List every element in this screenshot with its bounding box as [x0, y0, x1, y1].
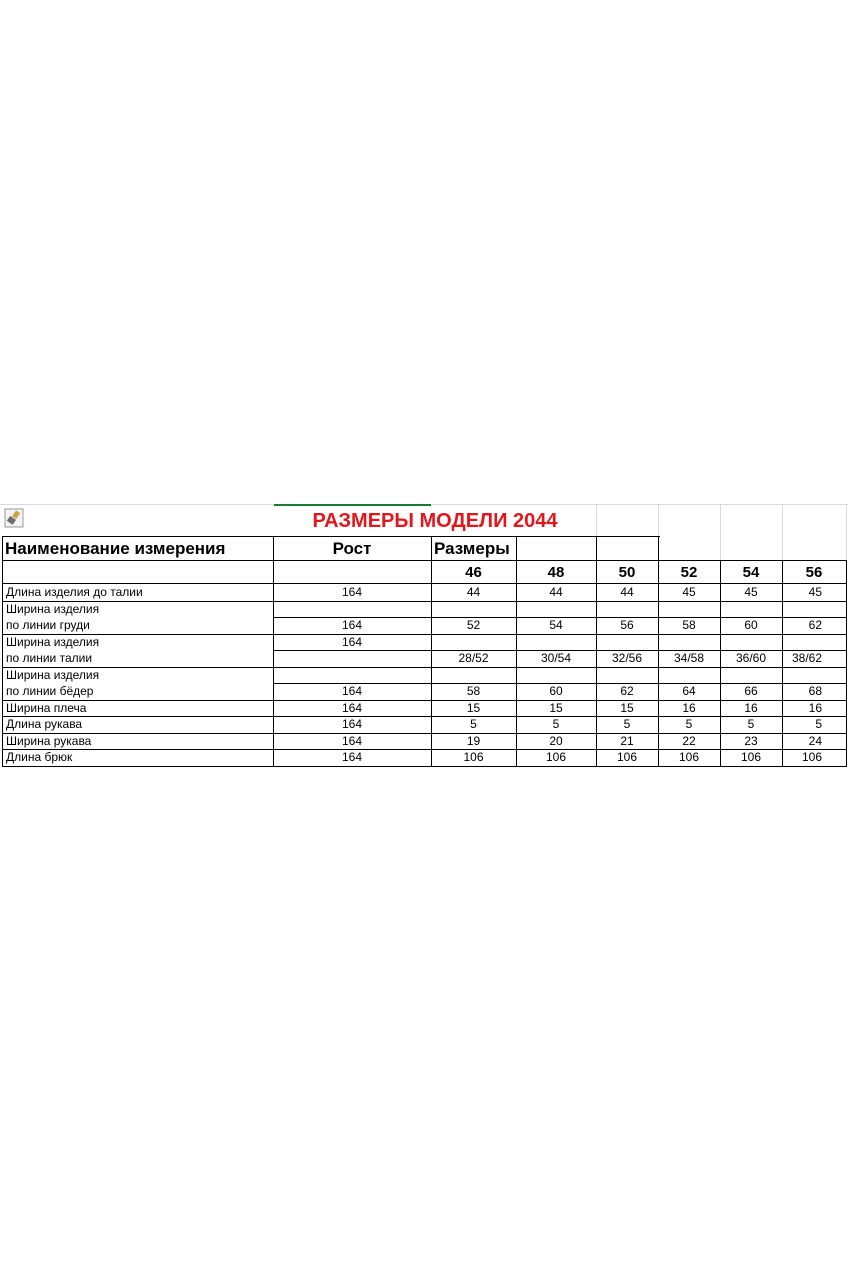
- size-value: 5: [552, 717, 560, 731]
- size-value: 60: [549, 684, 563, 698]
- row-label: Ширина изделия: [6, 601, 100, 616]
- row-height: 164: [341, 750, 363, 764]
- size-header: 52: [680, 564, 698, 581]
- size-value: 38/62: [791, 651, 822, 665]
- row-label: Ширина изделия: [6, 634, 100, 649]
- row-label: Ширина рукава: [6, 733, 92, 748]
- size-value: 106: [801, 750, 822, 764]
- size-value: 62: [620, 684, 634, 698]
- size-value: 106: [463, 750, 484, 764]
- size-value: 16: [808, 700, 822, 715]
- size-value: 22: [682, 733, 696, 748]
- row-label: Ширина плеча: [6, 700, 87, 715]
- size-value: 5: [470, 717, 477, 731]
- size-value: 62: [808, 618, 822, 632]
- size-value: 5: [747, 717, 755, 731]
- size-value: 45: [682, 585, 696, 599]
- grid-col-line: [846, 504, 847, 560]
- row-height: 164: [341, 700, 363, 715]
- size-value: 106: [545, 750, 567, 764]
- row-label: Ширина изделия: [6, 667, 100, 682]
- size-header: 50: [618, 564, 636, 581]
- size-value: 24: [808, 733, 822, 748]
- size-value: 34/58: [673, 651, 705, 665]
- row-label: Длина изделия до талии: [6, 585, 143, 599]
- size-value: 5: [623, 717, 631, 731]
- size-value: 20: [549, 733, 563, 748]
- row-height: 164: [341, 684, 363, 698]
- page-title: РАЗМЕРЫ МОДЕЛИ 2044: [312, 510, 558, 532]
- size-value: 44: [620, 585, 634, 599]
- grid-col-line: [782, 504, 783, 560]
- size-value: 15: [620, 700, 634, 715]
- header-border: [846, 560, 847, 766]
- size-value: 21: [620, 733, 634, 748]
- size-value: 52: [466, 618, 481, 632]
- row-height: 164: [341, 717, 363, 731]
- size-value: 19: [466, 733, 481, 748]
- row-label: Длина брюк: [6, 750, 73, 764]
- size-header: 56: [805, 564, 823, 581]
- sizes-header: Размеры: [434, 539, 510, 558]
- row-label: по линии бёдер: [6, 684, 94, 698]
- size-value: 106: [616, 750, 638, 764]
- size-value: 30/54: [540, 651, 572, 665]
- size-value: 32/56: [611, 651, 643, 665]
- size-value: 45: [744, 585, 758, 599]
- grid-col-line: [720, 504, 721, 560]
- size-value: 58: [466, 684, 481, 698]
- size-value: 28/52: [458, 651, 489, 665]
- size-value: 15: [466, 700, 481, 715]
- height-header: Рост: [332, 539, 372, 558]
- size-header: 48: [547, 564, 565, 581]
- size-value: 36/60: [735, 651, 767, 665]
- size-value: 58: [682, 618, 696, 632]
- row-height: 164: [341, 733, 363, 748]
- size-header: 54: [742, 564, 760, 581]
- row-height: 164: [341, 618, 363, 632]
- row-label: по линии талии: [6, 651, 93, 665]
- size-value: 44: [549, 585, 563, 599]
- size-value: 5: [685, 717, 693, 731]
- row-label: по линии груди: [6, 618, 90, 632]
- size-value: 16: [682, 700, 696, 715]
- size-value: 64: [682, 684, 696, 698]
- size-value: 23: [744, 733, 758, 748]
- row-height: 164: [341, 585, 363, 599]
- size-value: 16: [744, 700, 758, 715]
- row-height: 164: [341, 634, 363, 649]
- size-value: 45: [808, 585, 822, 599]
- size-value: 56: [620, 618, 634, 632]
- grid-col-line: [596, 504, 597, 536]
- size-value: 68: [808, 684, 822, 698]
- row-label: Длина рукава: [6, 717, 83, 731]
- size-value: 54: [549, 618, 563, 632]
- size-value: 5: [815, 717, 822, 731]
- measurement-header: Наименование измерения: [5, 539, 226, 558]
- row-border: [2, 766, 847, 767]
- size-value: 106: [678, 750, 700, 764]
- size-value: 66: [744, 684, 758, 698]
- size-header: 46: [465, 564, 482, 581]
- size-value: 106: [740, 750, 762, 764]
- size-value: 60: [744, 618, 758, 632]
- paste-brush-icon[interactable]: [4, 508, 24, 528]
- size-value: 15: [549, 700, 563, 715]
- size-value: 44: [466, 585, 481, 599]
